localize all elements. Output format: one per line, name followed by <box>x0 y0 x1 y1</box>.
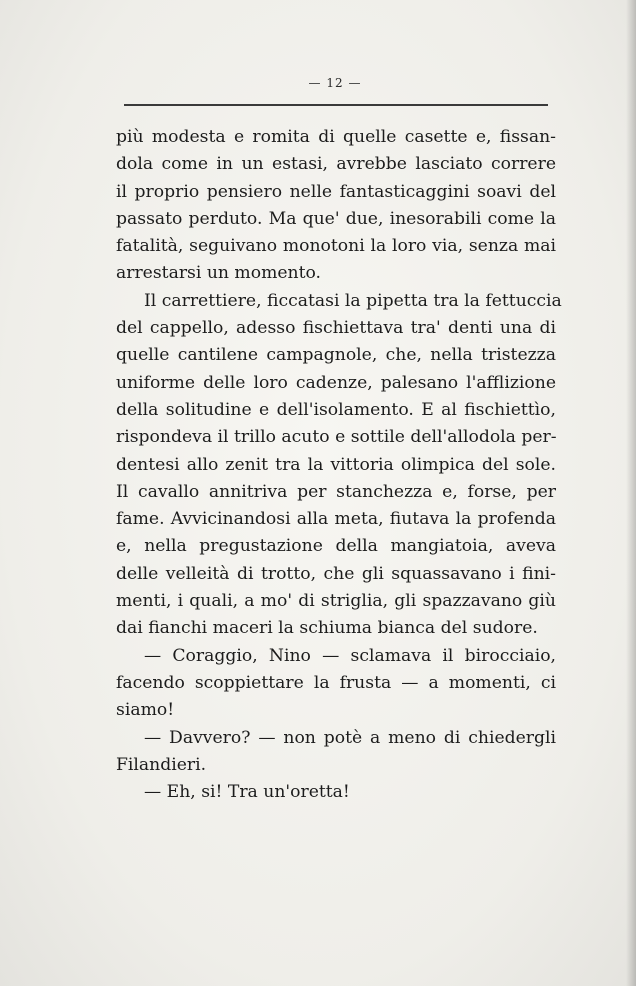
text-line: dai fianchi maceri la schiuma bianca del sudore. <box>116 618 538 639</box>
text-line: siamo! <box>116 700 175 721</box>
text-line: arrestarsi un momento. <box>116 263 322 284</box>
header-rule <box>124 104 548 106</box>
text-line: della solitudine e dell'isolamento. E al fischiettìo, <box>116 399 556 420</box>
text-line: dentesi allo zenit tra la vittoria olimpica del sole. <box>116 454 556 475</box>
text-line: — Eh, si! Tra un'oretta! <box>144 782 350 803</box>
text-line: rispondeva il trillo acuto e sottile dell'allodola per- <box>116 427 557 448</box>
text-line: del cappello, adesso fischiettava tra' denti una di <box>116 318 556 339</box>
text-line: fame. Avvicinandosi alla meta, fiutava la profenda <box>116 509 556 530</box>
text-line: e, nella pregustazione della mangiatoia, aveva <box>116 536 556 557</box>
text-line: dola come in un estasi, avrebbe lasciato correre <box>116 154 556 175</box>
text-line: uniforme delle loro cadenze, palesano l'afflizione <box>116 372 556 393</box>
body-text <box>116 124 562 806</box>
page-edge-shadow <box>626 0 636 986</box>
text-line: — Coraggio, Nino — sclamava il birocciaio, <box>144 645 556 666</box>
page-number: — 12 — <box>308 76 362 90</box>
text-line: quelle cantilene campagnole, che, nella tristezza <box>116 345 556 366</box>
text-line: facendo scoppiettare la frusta — a momenti, ci <box>116 672 556 693</box>
text-line: menti, i quali, a mo' di striglia, gli spazzavano giù <box>116 591 556 612</box>
text-line: Il carrettiere, ficcatasi la pipetta tra la fettuccia <box>144 290 562 311</box>
text-line: fatalità, seguivano monotoni la loro via, senza mai <box>116 236 556 257</box>
text-line: — Davvero? — non potè a meno di chiedergli <box>144 727 556 748</box>
text-line: Il cavallo annitriva per stanchezza e, forse, per <box>116 481 556 502</box>
text-line: delle velleità di trotto, che gli squassavano i fini- <box>116 563 556 584</box>
text-line: più modesta e romita di quelle casette e, fissan- <box>116 127 556 147</box>
text-line: passato perduto. Ma que' due, inesorabili come la <box>116 208 556 229</box>
text-line: il proprio pensiero nelle fantasticaggini soavi del <box>116 181 556 202</box>
text-line: Filandieri. <box>116 754 207 775</box>
